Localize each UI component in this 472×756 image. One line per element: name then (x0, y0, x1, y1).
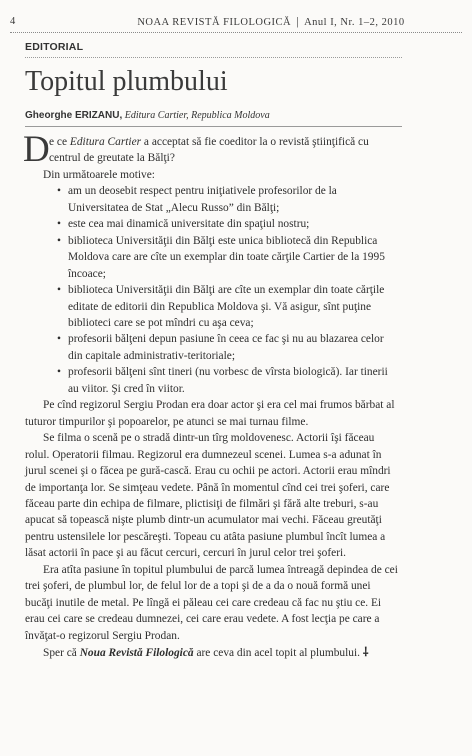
issue-info: Anul I, Nr. 1–2, 2010 (304, 17, 405, 28)
closing-paragraph (25, 644, 400, 661)
list-item: • profesorii bălţeni depun pasiune în ceea ce fac şi nu au blazarea celor din capitale administrativ-teritoriale; (68, 331, 400, 364)
list-item: • este cea mai dinamică universitate din spaţiul nostru; (68, 216, 400, 232)
list-item: • biblioteca Universităţii din Bălţi este unica bibliotecă din Republica Moldova care are cîte un exemplar din toate cărţile Cartier de la 1995 încoace; (68, 233, 400, 282)
intro-publisher-name: Editura Cartier (69, 136, 142, 148)
article-body (23, 129, 400, 662)
closing-text-before: Sper că (43, 647, 80, 660)
intro-paragraph (23, 129, 400, 170)
intro-text-after: a acceptat să fie coeditor la o revistă ştiinţifică cu centrul de greutate la Bălţi? (49, 136, 369, 165)
article-title: Topitul plumbului (25, 66, 228, 97)
motives-intro: Din următoarele motive: (43, 168, 155, 181)
section-dotted-divider (25, 57, 402, 58)
journal-title: NOAA REVISTĂ FILOLOGICĂ (137, 17, 292, 28)
list-item: • profesorii bălţeni sînt tineri (nu vorbesc de vîrsta biologică). Iar tinerii au viitor. Şi cred în viitor. (68, 364, 400, 397)
intro-text-before: e ce (49, 136, 70, 148)
running-header (10, 14, 462, 29)
author-line (25, 110, 270, 121)
journal-title-line (50, 14, 462, 29)
closing-journal-name: Noua Revistă Filologică (79, 647, 194, 660)
paragraph: Era atîta pasiune în topitul plumbului de parcă lumea întreagă depindea de cei trei şoferi, de plumbul lor, de felul lor de a topi şi de a da o nouă formă unei bucăţi inutile de metal. Pe lîngă ei păleau cei care credeau că fac nu ştiu ce. Ei erau cei care se credeau dumnezei, cei care erau vedete. A fost lecţia pe care a învăţat-o regizorul Sergiu Prodan. (25, 563, 398, 642)
header-separator: | (296, 14, 300, 28)
list-item: • biblioteca Universităţii din Bălţi are cîte un exemplar din toate cărţile editate de editorii din Republica Moldova şi. Vă asigur, sînt puţine biblioteci care se pot mîndri cu aşa ceva; (68, 282, 400, 331)
section-label: EDITORIAL (25, 41, 84, 53)
author-affiliation: Editura Cartier, Republica Moldova (124, 110, 270, 121)
end-of-article-icon: ⸸ (362, 645, 369, 660)
page-number: 4 (10, 16, 16, 27)
paragraph: Se filma o scenă pe o stradă dintr-un tîrg moldovenesc. Actorii îşi făceau rolul. Operatorii filmau. Regizorul era dumnezeul scenei. Lumea s-a adunat în jurul scenei şi o făcea pe gură-cască. Erau cu ochii pe actori. Actorii erau mîndri de importanţa lor. Se simţeau vedete. Până în momentul cînd cei trei şoferi, care făceau parte din echipa de filmare, plictisiţi de filmări şi fără alte treburi, s-au apucat să topească nişte plumb dintr-un acumulator mai vechi. Făceau greutăţi pentru ustensilele lor pescăreşti. Topeau cu atâta pasiune plumbul încît lumea a lăsat actorii în pace şi au făcut cercuri, cercuri în jurul celor trei şoferi. (25, 432, 391, 560)
drop-cap: D (23, 129, 50, 170)
list-item: • am un deosebit respect pentru iniţiativele profesorilor de la Universitatea de Stat „Alecu Russo” din Bălţi; (68, 183, 400, 216)
byline-rule (25, 126, 402, 127)
paragraph: Pe cînd regizorul Sergiu Prodan era doar actor şi era cel mai frumos bărbat al tuturor timpurilor şi popoarelor, pe atunci se mai turnau filme. (25, 399, 395, 428)
author-name: Gheorghe ERIZANU, (25, 110, 123, 121)
motives-list (25, 183, 400, 397)
header-dotted-divider (10, 32, 462, 33)
closing-text-after: are ceva din acel topit al plumbului. (193, 647, 360, 660)
